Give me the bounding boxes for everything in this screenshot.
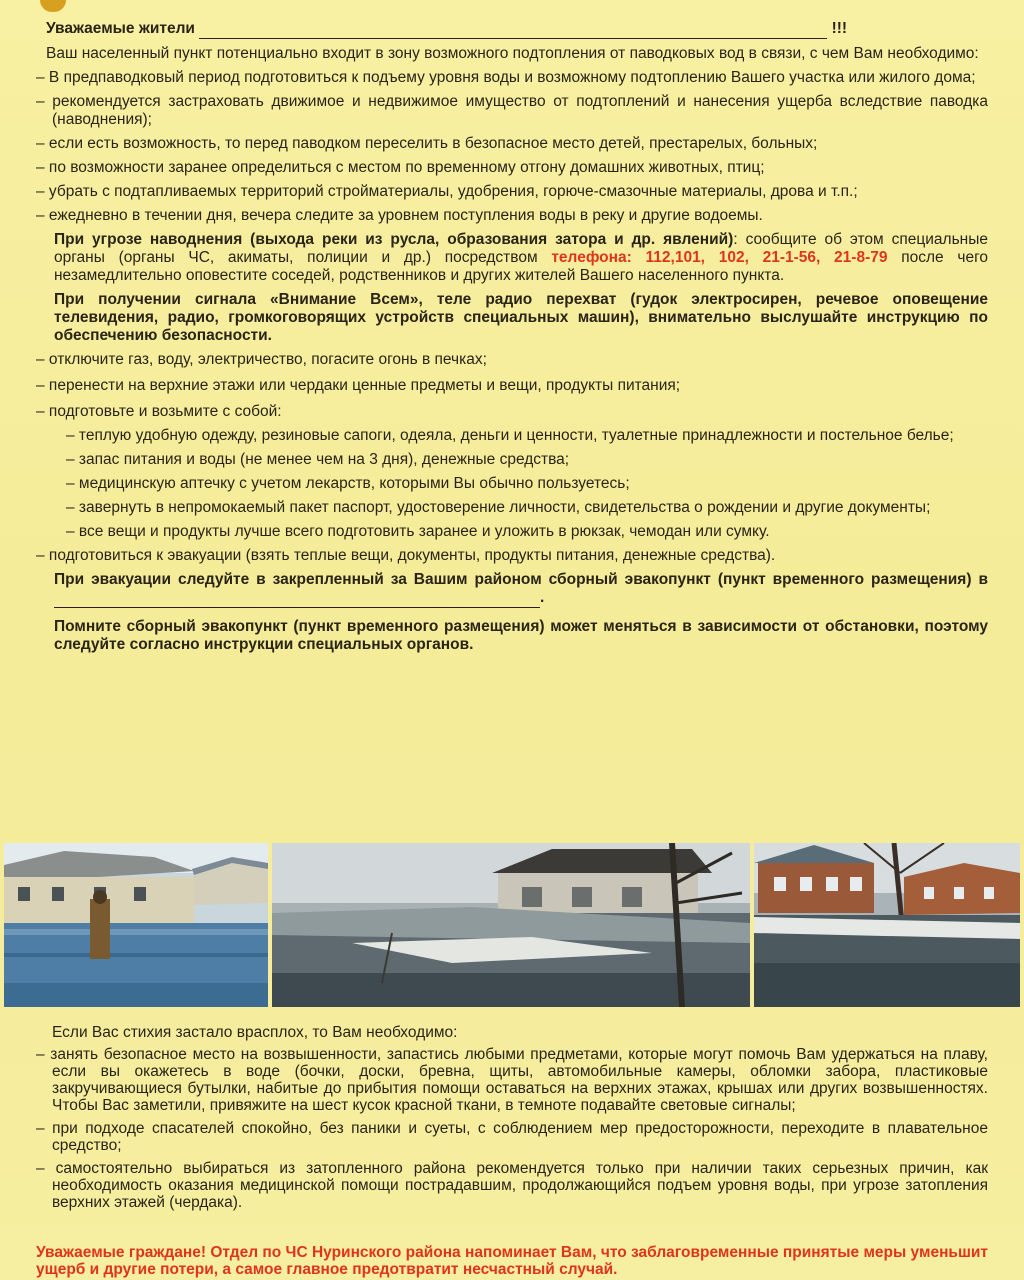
list-item: – по возможности заранее определиться с местом по временному отгону домашних животных, птиц; — [36, 159, 765, 176]
flooded-street-photo — [4, 843, 268, 1007]
threat-paragraph — [36, 231, 988, 285]
final-warning: Уважаемые граждане! Отдел по ЧС Нуринского района напоминает Вам, что заблаговременные принятые меры уменьшит ущерб и другие потери, а самое главное предотвратит несчастный случай. — [36, 1244, 988, 1278]
greeting-line — [46, 20, 988, 39]
list-item: – подготовьте и возьмите с собой: — [36, 403, 282, 420]
surprise-list — [36, 1046, 988, 1211]
signal-paragraph: При получении сигнала «Внимание Всем», теле радио перехват (гудок электросирен, речевое оповещение телевидения, радио, громкоговорящих устройств специальных машин), внимательно выслушайте инструкцию по обеспечению безопасности. — [54, 291, 988, 344]
emblem-icon — [40, 0, 66, 12]
top-section — [36, 20, 988, 654]
name-blank — [199, 20, 827, 39]
photo-strip — [4, 843, 1020, 1007]
list-item: – завернуть в непромокаемый пакет паспорт, удостоверение личности, свидетельства о рождении и другие документы; — [66, 499, 931, 516]
list-item: – рекомендуется застраховать движимое и недвижимое имущество от подтоплений и нанесения ущерба вследствие паводка (наводнения); — [36, 93, 988, 128]
take-list — [36, 427, 988, 541]
pre-flood-list — [36, 69, 988, 225]
intro-text: Ваш населенный пункт потенциально входит в зону возможного подтопления от паводковых вод в связи, с чем Вам необходимо: — [46, 45, 979, 62]
evac-paragraph — [36, 571, 988, 608]
evac-prepare-item: – подготовиться к эвакуации (взять теплые вещи, документы, продукты питания, денежные средства). — [36, 547, 776, 564]
signal-list — [36, 351, 988, 421]
flooded-yard-photo — [272, 843, 750, 1007]
remember-paragraph: Помните сборный эвакопункт (пункт временного размещения) может меняться в зависимости от обстановки, поэтому следуйте согласно инструкции специальных органов. — [54, 618, 988, 653]
bottom-section — [36, 1024, 988, 1211]
list-item: – все вещи и продукты лучше всего подготовить заранее и уложить в рюкзак, чемодан или сумку. — [66, 523, 770, 540]
greeting-title: Уважаемые жители — [46, 20, 195, 37]
list-item: – при подходе спасателей спокойно, без паники и суеты, с соблюдением мер предосторожности, переходите в плавательное средство; — [36, 1120, 988, 1154]
list-item: – В предпаводковый период подготовиться к подъему уровня воды и возможному подтоплению Вашего участка или жилого дома; — [36, 69, 976, 86]
greeting-exclaim: !!! — [831, 20, 848, 37]
flooded-house-photo — [754, 843, 1020, 1007]
list-item: – самостоятельно выбираться из затопленного района рекомендуется только при наличии таких серьезных причин, как необходимость оказания медицинской помощи пострадавшим, продолжающийся подъем уровня воды, при угрозе затопления верхних этажей (чердака). — [36, 1160, 988, 1211]
list-item: – теплую удобную одежду, резиновые сапоги, одеяла, деньги и ценности, туалетные принадлежности и постельное белье; — [66, 427, 954, 444]
list-item: – перенести на верхние этажи или чердаки ценные предметы и вещи, продукты питания; — [36, 377, 681, 394]
list-item: – ежедневно в течении дня, вечера следите за уровнем поступления воды в реку и другие водоемы. — [36, 207, 763, 224]
threat-text-2: после чего незамедлительно оповестите соседей, родственников и других жителей Вашего населенного пункта. — [54, 249, 989, 284]
list-item: – занять безопасное место на возвышенности, запастись любыми предметами, которые могут помочь Вам удержаться на плаву, если вы окажетесь в воде (бочки, доски, бревна, щиты, автомобильные камеры, обломки забора, пластиковые закручивающиеся бутылки, набитые до прибытия помощи оставаться на верхних этажах, крышах или других возвышенностях. Чтобы Вас заметили, привяжите на шест кусок красной ткани, в темноте подавайте световые сигналы; — [36, 1046, 988, 1114]
evac-point-blank — [54, 589, 540, 608]
threat-text: : сообщите об этом специальные органы (органы ЧС, акиматы, полиции и др.) посредством — [54, 231, 988, 266]
list-item: – запас питания и воды (не менее чем на 3 дня), денежные средства; — [66, 451, 570, 468]
list-item: – убрать с подтапливаемых территорий стройматериалы, удобрения, горюче-смазочные материалы, дрова и т.п.; — [36, 183, 858, 200]
evac-text: При эвакуации следуйте в закрепленный за Вашим районом сборный эвакопункт (пункт временного размещения) в — [54, 571, 988, 588]
emergency-phones: телефона: 112,101, 102, 21-1-56, 21-8-79 — [551, 249, 888, 266]
evac-end: . — [540, 589, 545, 606]
list-item: – отключите газ, воду, электричество, погасите огонь в печках; — [36, 351, 487, 368]
threat-heading: При угрозе наводнения (выхода реки из русла, образования затора и др. явлений) — [54, 231, 734, 248]
surprise-intro: Если Вас стихия застало врасплох, то Вам необходимо: — [52, 1024, 458, 1041]
list-item: – медицинскую аптечку с учетом лекарств, которыми Вы обычно пользуетесь; — [66, 475, 630, 492]
list-item: – если есть возможность, то перед паводком переселить в безопасное место детей, престарелых, больных; — [36, 135, 818, 152]
